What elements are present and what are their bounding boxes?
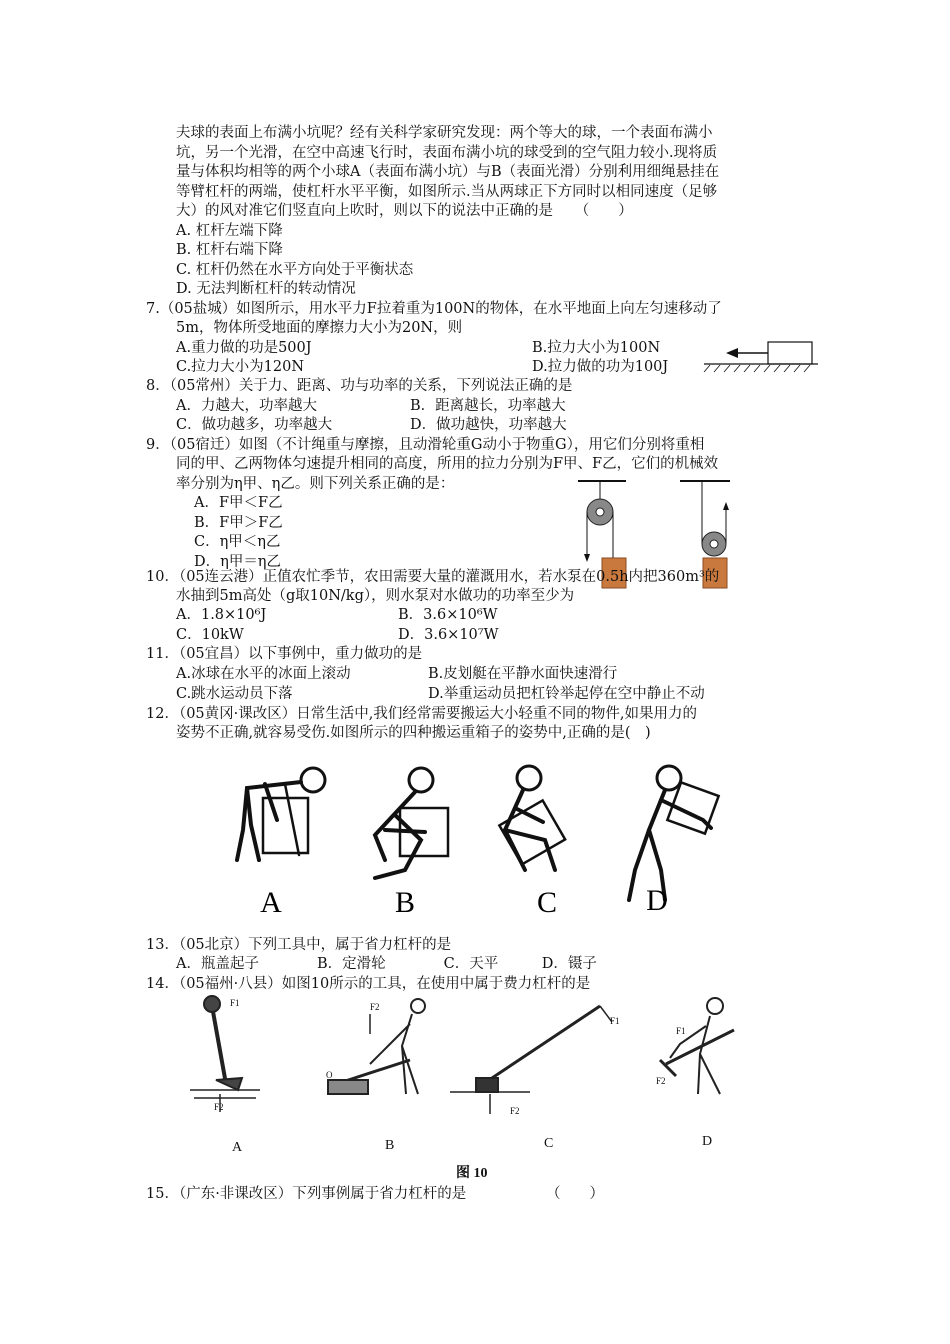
q12-stem-2: 姿势不正确,就容易受伤.如图所示的四种搬运重箱子的姿势中,正确的是( ) — [176, 725, 651, 741]
q10-stem-1: 10．（05连云港）正值农忙季节，农田需要大量的灌溉用水，若水泵在0.5h内把360m³的 — [146, 569, 720, 585]
q12-lifting-figure — [225, 760, 725, 920]
q9-option-a: A．F甲＜F乙 — [194, 495, 283, 511]
q9-option-d: D．η甲＝η乙 — [194, 554, 281, 570]
q9-option-b: B．F甲＞F乙 — [194, 515, 283, 531]
svg-text:F1: F1 — [610, 1016, 620, 1026]
q12-label-a: A — [260, 886, 282, 919]
q13-stem: 13．（05北京）下列工具中，属于省力杠杆的是 — [146, 937, 452, 953]
q8-option-a: A．力越大，功率越大 — [176, 398, 317, 414]
q11-option-a: A.冰球在水平的冰面上滚动 — [176, 666, 351, 682]
q14-label-c: C — [544, 1136, 554, 1151]
q7-stem-2: 5m，物体所受地面的摩擦力大小为20N，则 — [176, 320, 463, 336]
svg-text:O: O — [326, 1070, 333, 1080]
q12-label-d: D — [646, 884, 668, 917]
q15-stem: 15．（广东·非课改区）下列事例属于省力杠杆的是 （ ） — [146, 1186, 605, 1202]
q14-label-b: B — [385, 1138, 395, 1153]
q6-line-2: 坑，另一个光滑，在空中高速飞行时，表面布满小坑的球受到的空气阻力较小.现将质 — [176, 145, 718, 161]
q8-stem: 8．（05常州）关于力、距离、功与功率的关系，下列说法正确的是 — [146, 378, 573, 394]
q6-option-b: B. 杠杆右端下降 — [176, 242, 283, 258]
q9-stem-2: 同的甲、乙两物体匀速提升相同的高度，所用的拉力分别为F甲、F乙，它们的机械效 — [176, 456, 719, 472]
q10-option-a: A．1.8×10⁶J — [176, 607, 267, 623]
q8-option-b: B．距离越长，功率越大 — [410, 398, 566, 414]
q7-option-d: D.拉力做的功为100J — [532, 359, 669, 375]
q9-stem-3: 率分别为η甲、η乙。则下列关系正确的是： — [176, 476, 455, 492]
svg-text:F2: F2 — [370, 1002, 380, 1012]
q6-line-1: 夫球的表面上布满小坑呢？经有关科学家研究发现：两个等大的球，一个表面布满小 — [176, 125, 713, 141]
q14-figure-caption: 图 10 — [456, 1166, 488, 1181]
q14-label-d: D — [702, 1134, 713, 1149]
q11-stem: 11．（05宜昌）以下事例中，重力做功的是 — [146, 646, 423, 662]
q11-option-d: D.举重运动员把杠铃举起停在空中静止不动 — [428, 686, 705, 702]
q14-tools-figure — [180, 994, 770, 1134]
q12-stem-1: 12．（05黄冈·课改区）日常生活中,我们经常需要搬运大小轻重不同的物件,如果用力的 — [146, 706, 697, 722]
q8-option-d: D．做功越快，功率越大 — [410, 417, 567, 433]
q10-option-d: D．3.6×10⁷W — [398, 627, 499, 643]
q13-options: A．瓶盖起子 B．定滑轮 C．天平 D．镊子 — [176, 956, 597, 972]
q7-option-c: C.拉力大小为120N — [176, 359, 305, 375]
q9-option-c: C．η甲＜η乙 — [194, 534, 281, 550]
q9-stem-1: 9．（05宿迁）如图（不计绳重与摩擦，且动滑轮重G动小于物重G），用它们分别将重相 — [146, 437, 705, 453]
q14-stem: 14．（05福州·八县）如图10所示的工具，在使用中属于费力杠杆的是 — [146, 976, 591, 992]
svg-text:F2: F2 — [656, 1076, 666, 1086]
q12-label-c: C — [536, 886, 558, 919]
q6-line-3: 量与体积均相等的两个小球A（表面布满小坑）与B（表面光滑）分别利用细绳悬挂在 — [176, 164, 720, 180]
q6-option-c: C. 杠杆仍然在水平方向处于平衡状态 — [176, 262, 414, 278]
svg-text:F2: F2 — [214, 1102, 224, 1112]
q7-option-a: A.重力做的功是500J — [176, 340, 312, 356]
q7-option-b: B.拉力大小为100N — [532, 340, 661, 356]
q8-option-c: C．做功越多，功率越大 — [176, 417, 333, 433]
svg-text:F1: F1 — [230, 998, 240, 1008]
q11-option-b: B.皮划艇在平静水面快速滑行 — [428, 666, 618, 682]
q6-option-a: A. 杠杆左端下降 — [176, 223, 283, 239]
q14-label-a: A — [232, 1140, 243, 1155]
q11-option-c: C.跳水运动员下落 — [176, 686, 293, 702]
q6-line-4: 等臂杠杆的两端，使杠杆水平平衡，如图所示.当从两球正下方同时以相同速度（足够 — [176, 184, 718, 200]
q7-block-figure — [700, 334, 820, 380]
q10-stem-2: 水抽到5m高处（g取10N/kg），则水泵对水做功的功率至少为 — [176, 588, 575, 604]
q10-option-c: C．10kW — [176, 627, 244, 643]
q7-stem-1: 7.（05盐城）如图所示，用水平力F拉着重为100N的物体，在水平地面上向左匀速移动了 — [146, 301, 722, 317]
svg-text:F1: F1 — [676, 1026, 686, 1036]
q6-line-5: 大）的风对准它们竖直向上吹时，则以下的说法中正确的是 （ ） — [176, 203, 633, 219]
q10-option-b: B．3.6×10⁶W — [398, 607, 498, 623]
q12-label-b: B — [394, 886, 416, 919]
q6-option-d: D. 无法判断杠杆的转动情况 — [176, 281, 356, 297]
svg-text:F2: F2 — [510, 1106, 520, 1116]
